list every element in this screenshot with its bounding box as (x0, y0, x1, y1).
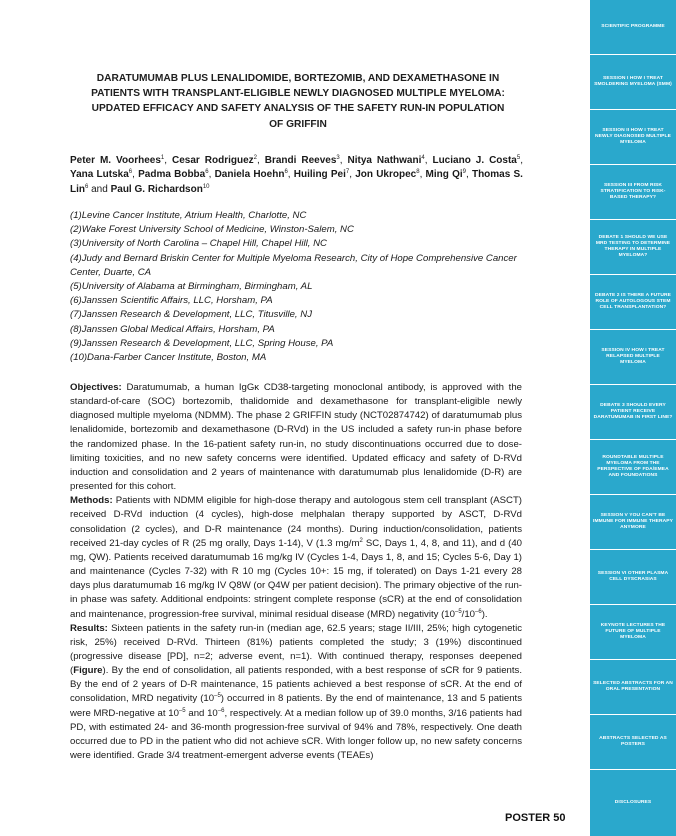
author-separator: , (164, 155, 172, 166)
author-separator: and (88, 183, 111, 195)
methods-text: Patients with NDMM eligible for high-dose therapy and autologous stem cell transplant (ASCT) received D-RVd induction (4 cycles), high-dose melphalan therapy supported by ASCT, D-RVd consolidation (2 cycles), and D-R maintenance (24 months). During induction/consolidation, patients received 21-day cycles of R (25 mg orally, Days 1-14), V (1.3 mg/m (70, 495, 522, 549)
sidebar-item[interactable] (590, 385, 676, 440)
results-text: , respectively. At a median follow up of 39.0 months, 3/16 patients had PD, with estimated 24- and 36-month progression-free survival of 94% and 78%, respectively. One death occurred due to PD in the patient who did not achieve sCR. With longer follow up, no new safety concerns were identified. Grade 3/4 treatment-emergent adverse events (TEAEs) (70, 707, 522, 762)
sidebar-item[interactable] (590, 55, 676, 110)
author-affiliation-number: 7 (345, 169, 350, 176)
sidebar-item-label: SESSION II HOW I TREAT NEWLY DIAGNOSED MULTIPLE MYELOMA (595, 127, 671, 146)
results-label: Results: (70, 622, 108, 634)
author-affiliation-number: 8 (416, 169, 420, 176)
sidebar-item[interactable] (590, 440, 676, 495)
author-affiliation-number: 4 (421, 155, 425, 161)
superscript: –6 (217, 707, 225, 714)
sidebar-item-label: DEBATE 1 SHOULD WE USE MRD TESTING TO DETERMINE THERAPY IN MULTIPLE MYELOMA? (595, 234, 671, 259)
author-affiliation-number: 9 (462, 169, 466, 176)
poster-number: POSTER 50 (505, 812, 566, 824)
author-separator: , (349, 169, 356, 181)
author-separator: , (287, 169, 294, 181)
affiliation-line: (9)Janssen Research & Development, LLC, Spring House, PA (70, 337, 334, 349)
author-name: Brandi Reeves (264, 155, 337, 166)
author-affiliation-number: 1 (160, 155, 165, 161)
affiliation-line: (10)Dana-Farber Cancer Institute, Boston, MA (70, 352, 267, 364)
sidebar-item[interactable] (590, 220, 676, 275)
author-name: Padma Bobba (138, 169, 206, 181)
author-name: Thomas S. Lin (70, 169, 523, 195)
methods-text: SC, Days 1, 4, 8, and 11), and d (40 mg, QW). Patients received daratumumab 16 mg/kg IV (Cycles 1-4, Days 1, 8, and 15; Cycles 5-6, Day 1) and maintenance (Cycles 7-32) with R 10 mg (Cycles 10+: 15 mg, if tolerated) on Days 1-21 every 28 days plus daratumumab 16 mg/kg IV Q8W (or Q4W per patient decision). The primary objective of the run-in phase was safety. Additional endpoints: stringent complete response (sCR) at the end of consolidation and maintenance, progression-free survival, minimal residual disease (MRD) negativity (10 (70, 537, 522, 620)
author-separator: , (208, 169, 215, 181)
author-separator: , (256, 155, 265, 166)
affiliation-line: (1)Levine Cancer Institute, Atrium Health, Charlotte, NC (70, 210, 307, 221)
sidebar-item[interactable] (590, 605, 676, 660)
sidebar-item-label: SESSION III FROM RISK STRATIFICATION TO RISK-BASED THERAPY? (600, 182, 666, 201)
affiliation-line: (4)Judy and Bernard Briskin Center for Multiple Myeloma Research, City of Hope Comprehensive Cancer Center, Duarte, CA (70, 252, 517, 278)
methods-text: ). (481, 608, 488, 620)
affiliation-line: (6)Janssen Scientific Affairs, LLC, Horsham, PA (70, 295, 273, 307)
author-affiliation-number: 6 (205, 169, 209, 176)
sidebar-item-label: ROUNDTABLE MULTIPLE MYELOMA FROM THE PERSPECTIVE OF FDA/EMEA AND FOUNDATIONS (597, 454, 669, 479)
author-affiliation-number: 6 (128, 169, 133, 176)
author-name: Peter M. Voorhees (70, 155, 161, 166)
sidebar-item[interactable] (590, 165, 676, 220)
sidebar-item-label: DISCLOSURES (614, 799, 652, 805)
affiliation-line: (5)University of Alabama at Birmingham, Birmingham, AL (70, 281, 313, 293)
affiliation-list (70, 209, 530, 365)
superscript: –5 (178, 707, 186, 714)
sidebar-item-label: DEBATE 3 SHOULD EVERY PATIENT RECEIVE DARATUMUMAB IN FIRST LINE? (593, 402, 673, 421)
paper-title: DARATUMUMAB PLUS LENALIDOMIDE, BORTEZOMIB, AND DEXAMETHASONE IN PATIENTS WITH TRANSPLANT-ELIGIBLE NEWLY DIAGNOSED MULTIPLE MYELOMA: UPDATED EFFICACY AND SAFETY ANALYSIS OF THE SAFETY RUN-IN POPULATION OF GRIFFIN (91, 73, 505, 130)
sidebar-item-label: SESSION I HOW I TREAT SMOLDERING MYELOMA (SMM) (594, 75, 672, 87)
sidebar-item[interactable] (590, 275, 676, 330)
sidebar-nav (590, 0, 676, 836)
author-name: Nitya Nathwani (347, 155, 422, 166)
sidebar-item[interactable] (590, 110, 676, 165)
sidebar-item-label: KEYNOTE LECTURES THE FUTURE OF MULTIPLE MYELOMA (600, 622, 666, 641)
methods-text: /10 (461, 608, 476, 620)
affiliation-line: (8)Janssen Global Medical Affairs, Horsham, PA (70, 323, 275, 335)
author-affiliation-number: 6 (85, 183, 89, 190)
objectives-paragraph (70, 381, 522, 494)
superscript: –6 (475, 608, 482, 615)
author-separator: , (465, 169, 472, 181)
author-name: Yana Lutska (70, 169, 129, 181)
abstract-body (70, 381, 522, 763)
results-text: Sixteen patients in the safety run-in (median age, 62.5 years; stage II/III, 25%; high cytogenetic risk, 25%) received D-RVd. Thirteen (81%) patients completed the study; 3 (19%) discontinued (progressive disease [PD], n=2; adverse event, n=1). With continued therapy, responses deepened ( (70, 622, 523, 677)
affiliation-line: (2)Wake Forest University School of Medicine, Winston-Salem, NC (70, 224, 354, 236)
author-list (70, 154, 523, 197)
sidebar-item[interactable] (590, 330, 676, 385)
sidebar-item-label: DEBATE 2 IS THERE A FUTURE ROLE OF AUTOLOGOUS STEM CELL TRANSPLANTATION? (594, 292, 672, 311)
sidebar-item-label: SESSION V YOU CAN'T BE IMMUNE FOR IMMUNE THERAPY ANYMORE (593, 512, 673, 531)
author-affiliation-number: 6 (284, 169, 288, 176)
author-separator: , (424, 155, 433, 166)
results-paragraph (70, 622, 522, 764)
author-separator: , (520, 155, 523, 166)
author-affiliation-number: 2 (253, 155, 257, 161)
sidebar-item[interactable] (590, 770, 676, 836)
sidebar-item-label: SESSION IV HOW I TREAT RELAPSED MULTIPLE MYELOMA (601, 347, 665, 366)
author-name: Paul G. Richardson (110, 183, 203, 195)
author-separator: , (419, 169, 426, 181)
sidebar-item-label: ABSTRACTS SELECTED AS POSTERS (599, 735, 667, 747)
sidebar-item-label: SESSION VI OTHER PLASMA CELL DYSCRASIAS (597, 570, 669, 582)
sidebar-item[interactable] (590, 660, 676, 715)
author-name: Jon Ukropec (355, 169, 417, 181)
sidebar-item[interactable] (590, 495, 676, 550)
author-name: Ming Qi (425, 169, 463, 181)
author-affiliation-number: 3 (336, 155, 340, 161)
author-name: Cesar Rodriguez (171, 155, 254, 166)
affiliation-line: (3)University of North Carolina – Chapel Hill, Chapel Hill, NC (70, 238, 327, 250)
author-name: Luciano J. Costa (432, 155, 517, 166)
sidebar-item[interactable] (590, 0, 676, 55)
results-text: ) occurred in 8 patients. By the end of maintenance, 13 and 5 patients were MRD-negative at 10 (70, 693, 522, 719)
results-text: and 10 (185, 707, 218, 719)
author-name: Daniela Hoehn (214, 169, 285, 181)
sidebar-item-label: SCIENTIFIC PROGRAMME (601, 23, 665, 29)
superscript: 2 (359, 537, 363, 544)
author-affiliation-number: 10 (202, 183, 210, 190)
author-name: Huiling Pei (293, 169, 346, 181)
figure-reference: Figure (73, 665, 103, 677)
affiliation-line: (7)Janssen Research & Development, LLC, Titusville, NJ (70, 309, 312, 321)
superscript: –5 (454, 608, 462, 615)
methods-paragraph (70, 494, 522, 621)
superscript: –5 (214, 693, 221, 700)
author-separator: , (339, 155, 348, 166)
author-separator: , (132, 169, 139, 181)
objectives-label: Objectives: (70, 382, 122, 393)
results-text: ). By the end of consolidation, all patients responded, with a best response of sCR for 9 patients. By the end of 2 years of D-R maintenance, 15 patients achieved a best response of sCR. At the end of consolidation, MRD negativity (10 (70, 665, 522, 705)
sidebar-item[interactable] (590, 715, 676, 770)
sidebar-item[interactable] (590, 550, 676, 605)
objectives-text: Daratumumab, a human IgGκ CD38-targeting monoclonal antibody, is approved with the standard-of-care (SOC) bortezomib, thalidomide and dexamethasone for transplant-eligible newly diagnosed multiple myeloma (NDMM). The phase 2 GRIFFIN study (NCT02874742) of daratumumab plus lenalidomide, bortezomib and dexamethasone (D-RVd) in the US included a safety run-in phase before the randomized phase. In the 16-patient safety run-in, no study discontinuations occurred due to dose-limiting toxicities, and no new safety concerns were identified. Updated efficacy and safety of D-RVd induction and consolidation and 2 years of maintenance with daratumumab plus lenalidomide (D-R) are presented for this cohort. (70, 382, 522, 493)
methods-label: Methods: (70, 495, 113, 507)
sidebar-item-label: SELECTED ABSTRACTS FOR AN ORAL PRESENTATION (593, 680, 673, 692)
author-affiliation-number: 5 (516, 155, 521, 161)
